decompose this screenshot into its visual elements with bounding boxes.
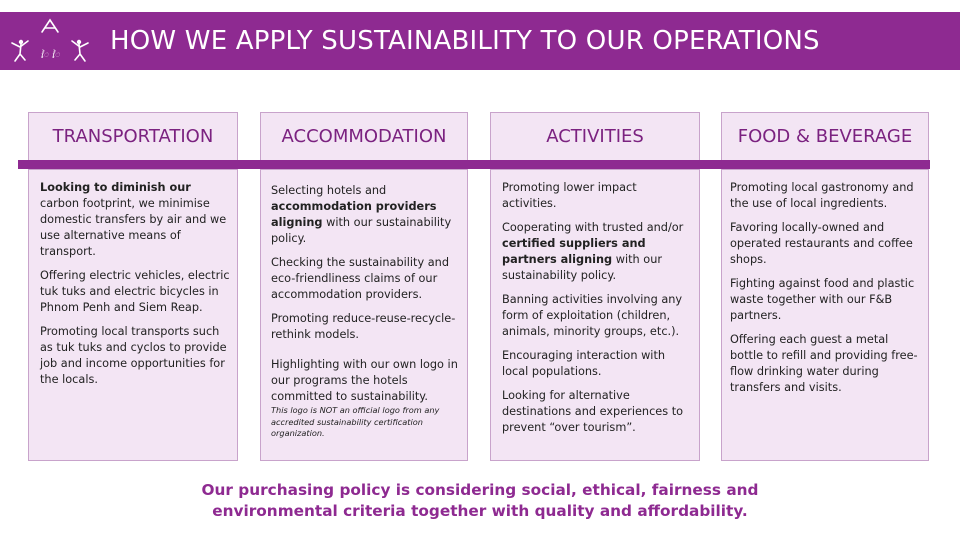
activities-point-2-a: Cooperating with trusted and/or [502,221,684,234]
transportation-point-2: Offering electric vehicles, electric tuk tuks and electric bicycles in Phnom Penh and Siem Reap. [40,269,230,314]
activities-point-1: Promoting lower impact activities. [502,181,637,210]
column-heading-accommodation: ACCOMMODATION [260,112,468,161]
accommodation-point-4-text: Highlighting with our own logo in our programs the hotels committed to sustainability. [271,358,458,403]
activities-point-5: Looking for alternative destinations and experiences to prevent “over tourism”. [502,389,684,434]
food-beverage-point-3: Fighting against food and plastic waste together with our F&B partners. [730,277,915,322]
accommodation-point-1-b: with our sustainability policy. [271,216,452,245]
transportation-text [40,180,232,396]
footer-line-2: environmental criteria together with quality and affordability. [212,502,748,520]
activities-point-2 [502,220,692,284]
company-logo [8,14,92,68]
column-heading-food-beverage: FOOD & BEVERAGE [721,112,929,161]
food-beverage-text [730,180,922,404]
purchasing-policy-statement [0,480,960,522]
food-beverage-point-1: Promoting local gastronomy and the use of local ingredients. [730,181,914,210]
column-heading-transportation: TRANSPORTATION [28,112,238,161]
activities-point-2-bold: certified suppliers and partners aligning [502,237,646,266]
food-beverage-point-2: Favoring locally-owned and operated restaurants and coffee shops. [730,221,913,266]
logo-disclaimer-note: This logo is NOT an official logo from any accredited sustainability certification organization. [271,405,440,438]
dancers-logo-icon [8,14,92,68]
activities-point-2-b: with our sustainability policy. [502,253,662,282]
activities-point-3: Banning activities involving any form of exploitation (children, animals, minority groups, etc.). [502,293,683,338]
accommodation-point-4 [271,357,463,440]
column-heading-activities: ACTIVITIES [490,112,700,161]
transportation-point-1-bold: Looking to diminish our [40,181,191,194]
food-beverage-point-4: Offering each guest a metal bottle to refill and providing free-flow drinking water during transfers and visits. [730,333,918,394]
page-title: HOW WE APPLY SUSTAINABILITY TO OUR OPERATIONS [110,26,820,56]
activities-text [502,180,692,444]
section-divider [18,160,930,169]
accommodation-text [271,183,463,448]
accommodation-point-1 [271,183,463,247]
transportation-point-1-rest: carbon footprint, we minimise domestic transfers by air and we use alternative means of transport. [40,197,227,258]
accommodation-point-3: Promoting reduce-reuse-recycle-rethink models. [271,312,456,341]
header-bar [0,12,960,70]
activities-point-4: Encouraging interaction with local populations. [502,349,666,378]
transportation-point-1 [40,180,232,260]
accommodation-point-1-a: Selecting hotels and [271,184,387,197]
svg-text:ៃ ៃ: ៃ ៃ [40,51,60,61]
accommodation-point-2: Checking the sustainability and eco-friendliness claims of our accommodation providers. [271,256,449,301]
footer-line-1: Our purchasing policy is considering social, ethical, fairness and [201,481,759,499]
transportation-point-3: Promoting local transports such as tuk tuks and cyclos to provide job and income opportunities for the locals. [40,325,227,386]
accommodation-point-1-bold: accommodation providers aligning [271,200,437,229]
